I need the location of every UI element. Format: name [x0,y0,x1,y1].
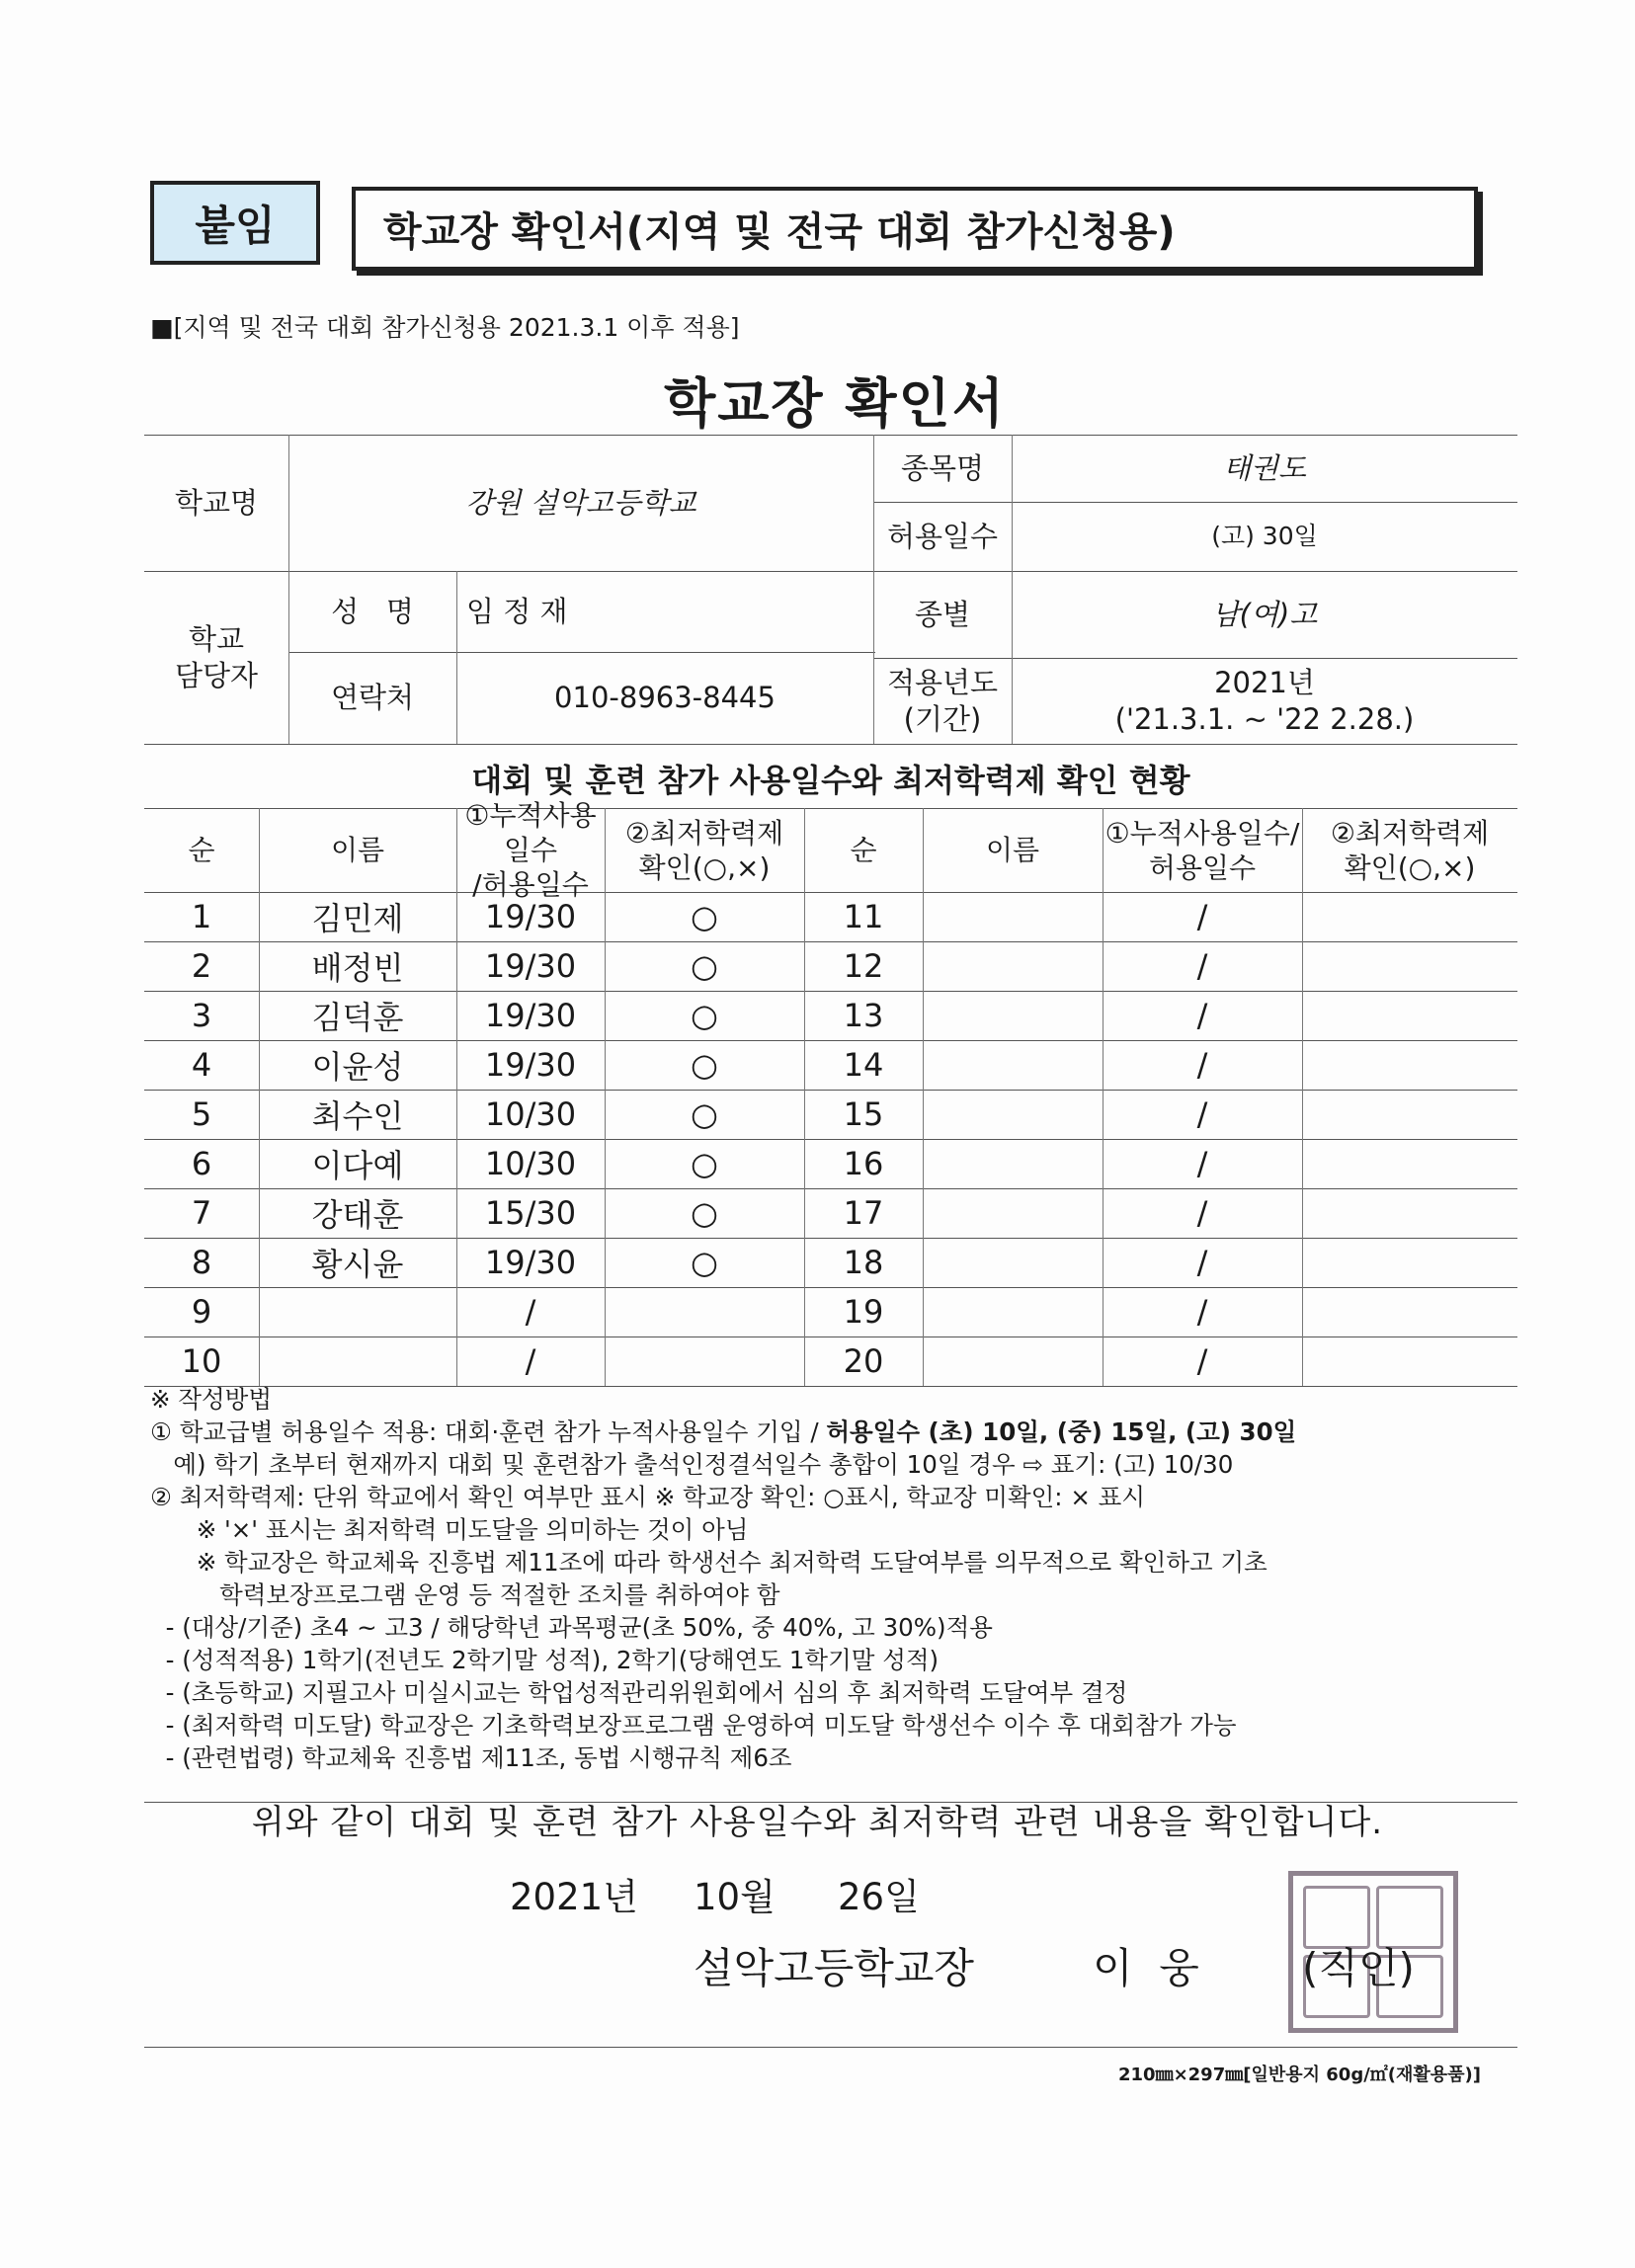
cell-days: 10/30 [484,1095,577,1133]
cell-check [1302,1238,1517,1287]
allowed-value: (고) 30일 [1211,522,1318,551]
note-2: ② 최저학력제: 단위 학교에서 확인 여부만 표시 ※ 학교장 확인: ○표시, 학교장 미확인: × 표시 [150,1483,1145,1511]
cell-check [1302,1188,1517,1238]
cell-days: 19/30 [484,1244,577,1281]
cell-no: 10 [181,1342,222,1380]
section-title: 대회 및 훈련 참가 사용일수와 최저학력제 확인 현황 [471,762,1190,799]
cell-days: 10/30 [484,1145,577,1182]
gender-label: 종별 [914,597,971,631]
cell-name: 강태훈 [311,1196,404,1234]
cell-name [923,892,1103,941]
cell-days: / [525,1293,536,1331]
cell-name [923,941,1103,991]
name-value: 임 정 재 [466,594,568,628]
cell-days: / [1196,1095,1208,1133]
cell-name [923,1238,1103,1287]
cell-name: 이다예 [311,1147,404,1184]
applies-note: ■[지역 및 전국 대회 참가신청용 2021.3.1 이후 적용] [150,313,740,342]
sport-label: 종목명 [900,450,985,485]
table-header-days: ①누적사용일수 /허용일수 [464,799,597,901]
attachment-tag: 붙임 [150,181,320,265]
cell-name [259,1287,456,1336]
school-value: 강원 설악고등학교 [465,485,696,520]
cell-no: 11 [843,898,884,935]
cell-name: 황시윤 [311,1246,404,1283]
cell-check: ○ [691,1095,718,1133]
cell-no: 18 [843,1244,884,1281]
cell-no: 3 [191,997,212,1034]
contact-label: 연락처 [330,681,415,715]
cell-no: 16 [843,1145,884,1182]
cell-days: 19/30 [484,997,577,1034]
table-header-check: ②최저학력제 확인(○,×) [624,816,784,884]
cell-name [923,1287,1103,1336]
cell-no: 13 [843,997,884,1034]
note-8: - (초등학교) 지필고사 미실시교는 학업성적관리위원회에서 심의 후 최저학력 도달여부 결정 [150,1678,1128,1707]
table-header-no2: 순 [850,834,877,866]
note-3: ※ '×' 표시는 최저학력 미도달을 의미하는 것이 아님 [150,1515,749,1544]
cell-name [923,1336,1103,1386]
cell-no: 8 [191,1244,212,1281]
cell-days: / [1196,1293,1208,1331]
cell-no: 2 [191,947,212,985]
cell-days: 19/30 [484,947,577,985]
cell-days: / [1196,1046,1208,1084]
cell-no: 14 [843,1046,884,1084]
cell-name [923,1040,1103,1090]
cell-check [605,1287,804,1336]
cell-check: ○ [691,1194,718,1232]
cell-no: 17 [843,1194,884,1232]
note-5: 학력보장프로그램 운영 등 적절한 조치를 취하여야 함 [150,1580,780,1609]
cell-check: ○ [691,947,718,985]
date-month: 10월 [694,1876,776,1918]
cell-check [1302,1287,1517,1336]
cell-name: 최수인 [311,1097,404,1135]
cell-name [923,1139,1103,1188]
cell-days: 19/30 [484,1046,577,1084]
date-day: 26일 [838,1876,920,1918]
sport-value: 태권도 [1222,450,1307,485]
principal-name: 이 웅 [1093,1944,1199,1992]
cell-check [605,1336,804,1386]
seal-label: (직인) [1302,1944,1415,1992]
year-label: 적용년도 (기간) [886,666,999,736]
cell-name: 김민제 [311,900,404,937]
cell-name [923,991,1103,1040]
cell-check: ○ [691,1046,718,1084]
cell-no: 19 [843,1293,884,1331]
contact-value: 010-8963-8445 [554,681,776,715]
cell-name: 김덕훈 [311,999,404,1036]
year-value: 2021년 ('21.3.1. ~ '22 2.28.) [1114,666,1415,736]
cell-check [1302,941,1517,991]
cell-no: 4 [191,1046,212,1084]
allowed-label: 허용일수 [886,519,999,553]
cell-days: / [1196,1194,1208,1232]
cell-name: 이윤성 [311,1048,404,1086]
cell-days: / [1196,1145,1208,1182]
note-7: - (성적적용) 1학기(전년도 2학기말 성적), 2학기(당해연도 1학기말 성적) [150,1646,940,1674]
note-10: - (관련법령) 학교체육 진흥법 제11조, 동법 시행규칙 제6조 [150,1743,792,1772]
document-title: 학교장 확인서 [664,372,1006,435]
cell-name [259,1336,456,1386]
name-label: 성 명 [331,594,414,628]
cell-no: 12 [843,947,884,985]
cell-no: 9 [191,1293,212,1331]
cell-days: / [1196,947,1208,985]
header-title: 학교장 확인서(지역 및 전국 대회 참가신청용) [352,187,1478,271]
manager-label: 학교 담당자 [174,622,259,692]
cell-check [1302,1139,1517,1188]
table-header-name: 이름 [330,834,385,866]
cell-check: ○ [691,1244,718,1281]
cell-no: 20 [843,1342,884,1380]
notes-heading: ※ 작성방법 [150,1385,272,1414]
note-1-example: 예) 학기 초부터 현재까지 대회 및 훈련참가 출석인정결석일수 총합이 10일 경우 ⇨ 표기: (고) 10/30 [150,1450,1234,1479]
cell-no: 5 [191,1095,212,1133]
cell-days: / [1196,997,1208,1034]
instructions [150,1383,1523,1774]
cell-days: 15/30 [484,1194,577,1232]
cell-days: / [1196,898,1208,935]
note-4: ※ 학교장은 학교체육 진흥법 제11조에 따라 학생선수 최저학력 도달여부를 의무적으로 확인하고 기초 [150,1548,1267,1577]
cell-check: ○ [691,1145,718,1182]
principal-school: 설악고등학교장 [694,1944,975,1992]
note-9: - (최저학력 미도달) 학교장은 기초학력보장프로그램 운영하여 미도달 학생선수 이수 후 대회참가 가능 [150,1711,1237,1740]
cell-check [1302,1090,1517,1139]
cell-no: 6 [191,1145,212,1182]
cell-no: 7 [191,1194,212,1232]
cell-check [1302,1336,1517,1386]
paper-spec: 210㎜×297㎜[일반용지 60g/㎡(재활용품)] [1118,2065,1482,2085]
cell-check [1302,1040,1517,1090]
table-header-days2: ①누적사용일수/ 허용일수 [1104,816,1300,884]
cell-name: 배정빈 [311,949,404,987]
school-label: 학교명 [174,485,259,520]
cell-no: 1 [191,898,212,935]
cell-check: ○ [691,997,718,1034]
gender-value: 남(여)고 [1211,597,1318,631]
cell-days: / [1196,1342,1208,1380]
confirmation-text: 위와 같이 대회 및 훈련 참가 사용일수와 최저학력 관련 내용을 확인합니다. [251,1803,1384,1842]
cell-days: / [525,1342,536,1380]
cell-days: / [1196,1244,1208,1281]
note-1: ① 학교급별 허용일수 적용: 대회·훈련 참가 누적사용일수 기입 / 허용일수 (초) 10일, (중) 15일, (고) 30일 [150,1418,1297,1446]
cell-name [923,1188,1103,1238]
cell-check [1302,892,1517,941]
table-header-name2: 이름 [985,834,1040,866]
cell-check: ○ [691,898,718,935]
cell-check [1302,991,1517,1040]
cell-name [923,1090,1103,1139]
cell-days: 19/30 [484,898,577,935]
table-header-check2: ②최저학력제 확인(○,×) [1330,816,1490,884]
note-6: - (대상/기준) 초4 ~ 고3 / 해당학년 과목평균(초 50%, 중 40%, 고 30%)적용 [150,1613,993,1642]
date-year: 2021년 [510,1876,638,1918]
cell-no: 15 [843,1095,884,1133]
table-header-no: 순 [188,834,215,866]
